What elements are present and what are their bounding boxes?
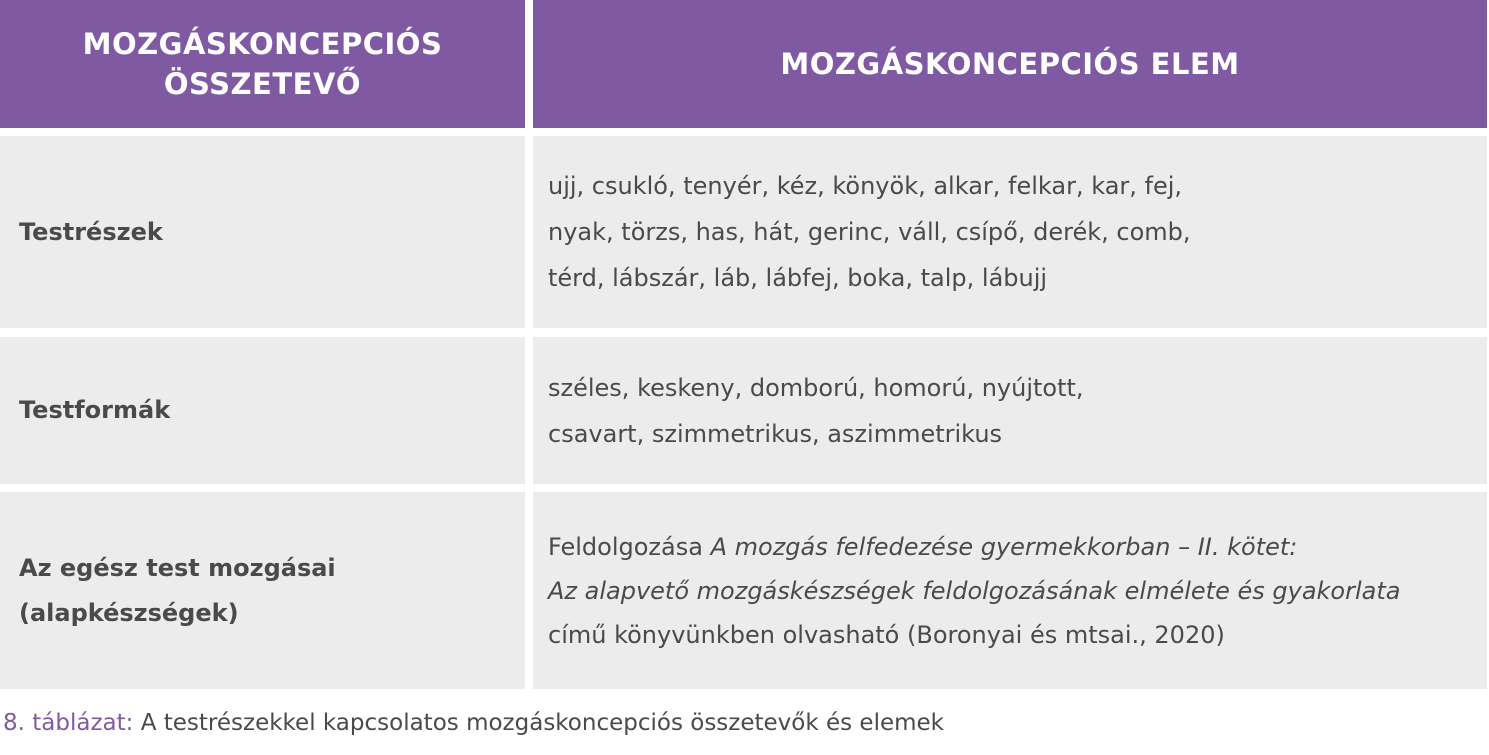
row-3-element-line-1 bbox=[548, 525, 1400, 569]
row-2-label-cell bbox=[0, 337, 525, 484]
row-1-element-line-2: nyak, törzs, has, hát, gerinc, váll, csípő, derék, comb, bbox=[548, 218, 1191, 246]
row-3-label-line-1: Az egész test mozgásai bbox=[19, 553, 336, 582]
caption-number: 8. táblázat: bbox=[3, 710, 134, 736]
row-3-label-cell bbox=[0, 492, 525, 689]
row-1-label: Testrészek bbox=[19, 217, 163, 246]
row-2-element-line-1: széles, keskeny, domború, homorú, nyújtott, bbox=[548, 373, 1084, 402]
row-2-element-line-2: csavart, szimmetrikus, aszimmetrikus bbox=[548, 419, 1003, 448]
row-1-element-line-1: ujj, csukló, tenyér, kéz, könyök, alkar, felkar, kar, fej, bbox=[548, 172, 1183, 200]
row-1-element-line-3: térd, lábszár, láb, lábfej, boka, talp, lábujj bbox=[548, 264, 1048, 292]
row-1-label-cell bbox=[0, 136, 525, 328]
header-cell-component bbox=[0, 0, 525, 128]
book-title-part-1: A mozgás felfedezése gyermekkorban – II. kötet: bbox=[710, 532, 1298, 561]
header-cell-element bbox=[533, 0, 1487, 128]
row-3-element-line-3: című könyvünkben olvasható (Boronyai és mtsai., 2020) bbox=[548, 620, 1225, 649]
row-3-element-cell bbox=[533, 492, 1487, 689]
header-col1-line2: ÖSSZETEVŐ bbox=[163, 67, 362, 101]
header-col1-line1: MOZGÁSKONCEPCIÓS bbox=[82, 27, 443, 61]
row-3-element-prefix: Feldolgozása bbox=[548, 532, 711, 561]
book-title-part-2: Az alapvető mozgáskészségek feldolgozásának elmélete és gyakorlata bbox=[548, 576, 1401, 605]
row-3-label-line-2: (alapkészségek) bbox=[19, 598, 239, 627]
row-1-element-cell bbox=[533, 136, 1487, 328]
table-caption bbox=[3, 710, 944, 736]
row-2-element-cell bbox=[533, 337, 1487, 484]
caption-text: A testrészekkel kapcsolatos mozgáskoncepciós összetevők és elemek bbox=[133, 710, 944, 736]
row-2-label: Testformák bbox=[19, 396, 171, 424]
header-col2-label: MOZGÁSKONCEPCIÓS ELEM bbox=[780, 47, 1240, 81]
